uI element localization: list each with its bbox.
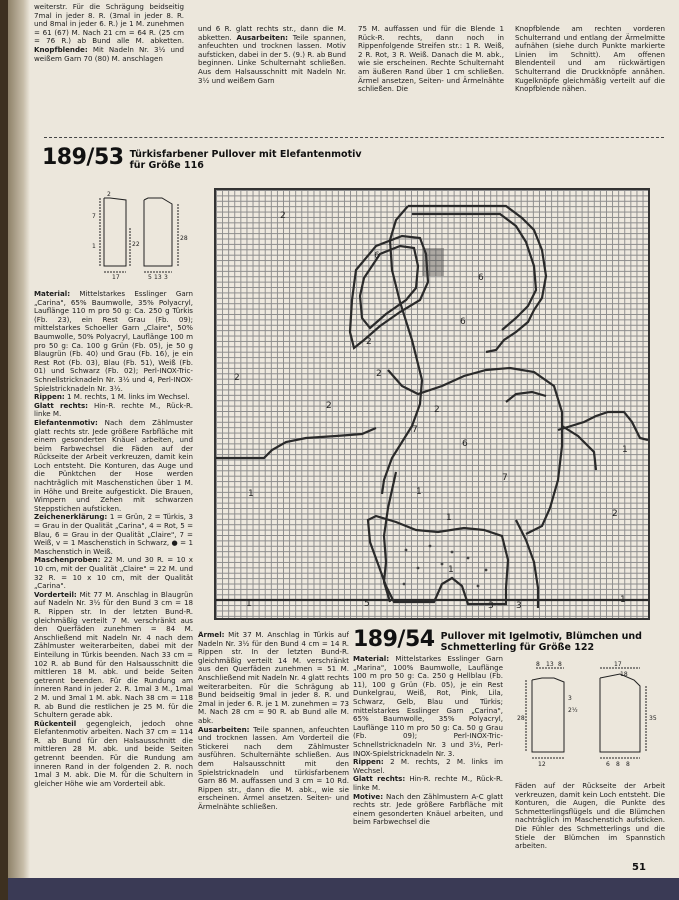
chart-label-6: 2 [376,369,382,379]
a1-mid-para-1 [198,726,349,812]
a1-mid-para-0-text: Mit 37 M. Anschlag in Türkis auf Nadeln Nr. 3½ für den Bund 4 cm = 14 R. Rippen str. In der letzten Bund-R. gleichmäßig verteilt 14 M. verschränkt aus den Querfäden zunehmen = 51 M. Anschließend mit Nadeln Nr. 4 glatt rechts weiterarbeiten. Für die Schrägung ab Bund beidseitig 9mal in jeder 8. R. und 2mal in jeder 6. R. je 1 M. zunehmen = 73 M. Nach 28 cm = 90 R. ab Bund alle M. abk. [198,631,349,725]
chart-label-5: 2 [234,373,240,383]
section-divider [44,137,664,138]
chart-color-number-labels [216,190,648,618]
schem1-label-5: 22 [132,241,140,248]
chart-label-19: 5 [364,599,370,609]
article-number: 189/53 [42,145,124,170]
chart-label-14: 7 [502,473,508,483]
schem2-label-10: 8 [616,761,620,768]
chart-label-10: 6 [462,439,468,449]
a1-para-3-label: Elefantenmotiv: [34,417,98,427]
article2-instructions-column [353,655,503,853]
a2-para-2-text: Hin-R. rechte M., Rück-R. linke M. [353,774,503,792]
article1-sleeve-column [198,631,349,853]
schem1-label-7: 28 [180,235,188,242]
chart-label-7: 2 [326,401,332,411]
schem2-label-1: 13 [546,661,554,668]
chart-label-20: 3 [488,601,494,611]
a1-para-4-label: Zeichenerklärung: [34,512,108,522]
schem1-label-3: 13 [154,274,162,280]
top-column-3 [358,25,504,105]
schem2-label-12: 35 [649,715,657,722]
a1-para-7 [34,720,193,789]
schem2-label-0: 8 [536,661,540,668]
a1-mid-para-1-text: Teile spannen, anfeuchten und trocknen lassen. Am Vorderteil die Stickerei nach dem Zählmuster ausführen. Schulternähte schließen. Aus dem Halsausschnitt mit den Spielstricknadeln und türkisfarbenem Garn 86 M. auffassen und 3 cm = 10 Rd. Rippen str., dann die M. abk., wie sie erscheinen. Ärmel ansetzen. Seiten- und Ärmelnähte schließen. [198,724,349,811]
a2-para-0 [353,655,503,758]
schem1-label-1: 2 [107,191,111,198]
chart-label-1: 2 [366,337,372,347]
schem2-label-6: 3 [568,695,572,702]
schem2-label-7: 2½ [568,707,578,714]
a2-para-0-text: Mittelstarkes Esslinger Garn „Marina", 100% Baumwolle, Lauflänge 100 m pro 50 g: Ca. 250 g Hellblau (Fb. 11), 100 g Grün (Fb. 05), je ein Rest Dunkelgrau, Weiß, Rot, Pink, Lila, Schwarz, Gelb, Blau und Türkis; mittelstarkes Esslinger Garn „Carina", 65% Baumwolle, 35% Polyacryl, Lauflänge 110 m pro 50 g: Ca. 50 g Grau (Fb. 09); Perl-INOX-Tric-Schnellstricknadeln Nr. 3 und 3½, Perl-INOX-Spielstricknadeln Nr. 3. [353,655,503,758]
a2-para-2 [353,775,503,792]
chart-label-18: 1 [246,599,252,609]
a1-para-3-text: Nach dem Zählmuster glatt rechts str. Jede größere Farbfläche mit einem gesonderten Knäuel arbeiten, und beim Farbwechsel die Fäden auf der Rückseite der Arbeit verkreuzen, damit kein Loch entsteht. Die Konturen, das Auge und die Pünktchen der Hose werden nachträglich mit Maschenstichen über 1 M. in Höhe und Breite aufgestickt. Die Brauen, Wimpern und Zehen mit schwarzen Steppstichen aufsticken. [34,417,193,513]
a1-mid-para-0-label: Ärmel: [198,631,225,639]
knopfblende-text: Mit Nadeln Nr. 3½ und weißem Garn 70 (80) M. anschlagen [34,44,184,63]
article1-instructions-column [34,290,193,852]
schem2-label-5: 18 [620,671,628,678]
chart-label-0: 2 [280,211,286,221]
a1-para-5 [34,556,193,590]
chart-label-2: 6 [374,251,380,261]
a1-para-1-label: Rippen: [34,392,65,402]
a2-para-1-text: 2 M. rechts, 2 M. links im Wechsel. [353,757,503,775]
schem2-label-2: 8 [558,661,562,668]
knopfblende-label: Knopfblende: [34,44,88,54]
a1-mid-para-0 [198,631,349,726]
schem1-label-0: 17 [112,274,120,280]
article2-title [441,631,642,653]
article-title-line2: für Größe 116 [129,160,204,171]
chart-label-11: 1 [248,489,254,499]
a2-para-1-label: Rippen: [353,757,384,767]
a1-para-0 [34,290,193,393]
a1-para-5-text: 22 M. und 30 R. = 10 x 10 cm, mit der Qualität „Claire" = 22 M. und 32 R. = 10 x 10 cm, mit der Qualität „Carina". [34,555,193,591]
a1-para-2-label: Glatt rechts: [34,400,88,410]
a1-mid-para-1-label: Ausarbeiten: [198,724,250,734]
top-column-4 [515,25,665,105]
a2-right-text: Fäden auf der Rückseite der Arbeit verkreuzen, damit kein Loch entsteht. Die Konturen, die Augen, die Punkte des Schmetterlingsflügels und die Blümchen nachträglich im Maschenstich aufsticken. Die Fühler des Schmetterlings und die Stiele der Blümchen im Spannstich arbeiten. [515,782,665,851]
page-number: 51 [632,862,646,873]
chart-label-9: 7 [412,425,418,435]
a1-para-5-label: Maschenproben: [34,555,101,565]
schem2-label-3: 28 [517,715,525,722]
schem1-label-2: 5 [148,274,152,280]
a1-para-0-text: Mittelstarkes Esslinger Garn „Carina", 65% Baumwolle, 35% Polyacryl, Lauflänge 110 m pro 50 g: Ca. 250 g Türkis (Fb. 23), ein Rest Grau (Fb. 09); mittelstarkes Schoeller Garn „Claire", 50% Baumwolle, 50% Polyacryl, Lauflänge 100 m pro 50 g: Ca. 100 g Grün (Fb. 05), je 50 g Blaugrün (Fb. 40) und Grau (Fb. 16), je ein Rest Rot (Fb. 03), Blau (Fb. 51), Weiß (Fb. 01) und Schwarz (Fb. 02); Perl-INOX-Tric-Schnellstricknadeln Nr. 3½ und 4, Perl-INOX-Spielstricknadeln Nr. 3½. [34,290,193,393]
article-title-line1: Türkisfarbener Pullover mit Elefantenmotiv [129,149,362,160]
a1-para-4-text: 1 = Grün, 2 = Türkis, 3 = Grau in der Qualität „Carina", 4 = Rot, 5 = Blau, 6 = Grau in der Qualität „Claire", 7 = Weiß, v = 1 Maschenstich in Schwarz, ● = 1 Maschenstich in Weiß. [34,512,193,556]
schem2-label-4: 17 [614,661,622,668]
chart-label-4: 6 [460,317,466,327]
chart-label-16: 2 [612,509,618,519]
chart-label-12: 1 [622,445,628,455]
top-col2-text-a: und 6 R. glatt rechts str., dann die M. abketten. [198,25,346,42]
top-column-1 [34,3,184,103]
chart-label-13: 1 [416,487,422,497]
ausarbeiten-label: Ausarbeiten: [236,32,288,42]
a2-para-2-label: Glatt rechts: [353,774,406,784]
schem1-label-8: 1 [92,243,96,250]
a1-para-1-text: 1 M. rechts, 1 M. links im Wechsel. [67,392,190,402]
a1-para-2-text: Hin-R. rechte M., Rück-R. linke M. [34,400,193,419]
a2-para-3-text: Nach den Zählmustern A-C glatt rechts str. Jede größere Farbfläche mit einem gesonderten Knäuel arbeiten, und beim Farbwechsel die [353,791,503,827]
schematic2-front-piece [532,678,564,752]
a2-para-3-label: Motive: [353,791,384,801]
a2-para-3 [353,793,503,827]
a2-para-0-label: Material: [353,655,390,663]
schem2-label-9: 6 [606,761,610,768]
chart-label-21: 3 [516,601,522,611]
pattern-schematic-2 [516,660,666,770]
schem1-label-6: 7 [92,213,96,220]
a1-para-7-text: gegengleich, jedoch ohne Elefantenmotiv arbeiten. Nach 37 cm = 114 R. ab Bund für den Halsausschnitt die mittleren 28 M. abk. und beide Seiten getrennt beenden. Für die Rundung am inneren Rand in der folgenden 2. R. noch 1mal 3 M. abk. Die M. für die Schultern in gleicher Höhe wie am Vorderteil abk. [34,718,193,788]
top-column-2 [198,25,346,105]
a1-para-6-text: Mit 77 M. Anschlag in Blaugrün auf Nadeln Nr. 3½ für den Bund 3 cm = 18 R. Rippen str. In der letzten Bund-R. gleichmäßig verteilt 7 M. verschränkt aus den Querfäden zunehmen = 84 M. Anschließend mit Nadeln Nr. 4 nach dem Zählmuster weiterarbeiten, dabei mit der Einteilung in Türkis beenden. Nach 33 cm = 102 R. ab Bund für den Halsausschnitt die mittleren 18 M. abk. und beide Seiten getrennt beenden. Für die Rundung am inneren Rand in jeder 2. R. 1mal 3 M., 1mal 2 M. und 3mal 1 M. abk. Nach 38 cm = 118 R. ab Bund die restlichen je 25 M. für die Schultern gerade abk. [34,589,193,720]
pattern-schematic-1 [90,188,200,280]
schematic-sleeve-piece [144,198,172,266]
chart-label-22: 1 [620,595,626,605]
schem2-label-8: 12 [538,761,546,768]
top-col1-text: weiterstr. Für die Schrägung beidseitig 7mal in jeder 8. R. (3mal in jeder 8. R. und 8mal in jeder 6. R.) je 1 M. zunehmen = 61 (67) M. Nach 21 cm = 64 R. (25 cm = 76 R.) ab Bund alle M. abketten. [34,3,184,46]
chart-label-17: 1 [448,565,454,575]
a1-para-0-label: Material: [34,290,71,298]
page-binding-shadow [8,0,30,900]
article2-title-line1: Pullover mit Igelmotiv, Blümchen und [440,631,642,642]
a1-para-4 [34,513,193,556]
article2-right-column [515,782,665,854]
a1-para-6-label: Vorderteil: [34,589,77,599]
chart-label-15: 1 [446,513,452,523]
schematic2-sleeve-piece [600,674,640,752]
article2-number: 189/54 [353,627,435,652]
chart-label-3: 6 [478,273,484,283]
schematic-front-piece [104,198,126,266]
article-title [130,149,362,171]
article-header-189-54 [353,628,642,653]
a1-para-2 [34,402,193,419]
schem1-label-4: 3 [164,274,168,280]
a1-para-7-label: Rückenteil [34,718,77,728]
elephant-knitting-chart [214,188,650,620]
chart-label-8: 2 [434,405,440,415]
top-col2-text-b: Teile spannen, anfeuchten und trocknen lassen. Motiv aufsticken, dabei in der 5. (9.) R. ab Bund beginnen. Linke Schulternaht schließen. Aus dem Halsausschnitt mit Nadeln Nr. 3½ und weißem Garn [198,32,346,85]
article-header-189-53 [42,146,362,171]
magazine-page [8,0,679,900]
bottom-binding-strip [8,878,679,900]
a1-para-6 [34,591,193,720]
a1-para-3 [34,419,193,514]
schem2-label-11: 8 [626,761,630,768]
a2-para-1 [353,758,503,775]
top-col4-text: Knopfblende am rechten vorderen Schulterrand und entlang der Ärmelmitte aufnähen (siehe durch Punkte markierte Linien im Schnitt). Am offenen Blendenteil und am rückwärtigen Schulterrand die Druckknöpfe annähen. Kugelknöpfe gleichmäßig verteilt auf die Knopfblende nähen. [515,25,665,94]
top-col3-text: 75 M. auffassen und für die Blende 1 Rück-R. rechts, dann noch in Rippenfolgende Streifen str.: 1 R. Weiß, 2 R. Rot, 3 R. Weiß. Danach die M. abk., wie sie erscheinen. Rechte Schulternaht am äußeren Rand über 1 cm schließen. Ärmel ansetzen, Seiten- und Ärmelnähte schließen. Die [358,25,504,94]
article2-title-line2: Schmetterling für Größe 122 [440,642,595,653]
